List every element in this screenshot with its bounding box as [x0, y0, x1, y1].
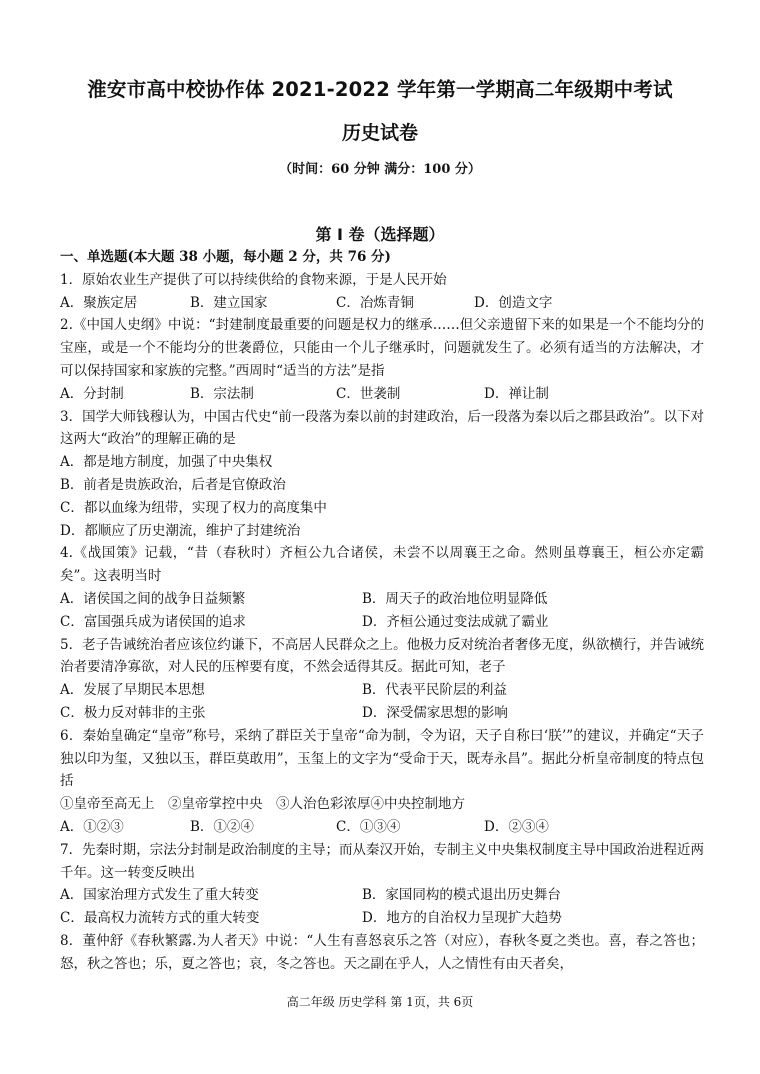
question-options [60, 588, 704, 611]
question-options [60, 611, 704, 634]
option-c: C．富国强兵成为诸侯国的追求 [60, 613, 246, 630]
question-options [60, 383, 704, 406]
question-stem: 3．国学大师钱穆认为，中国古代史“前一段落为秦以前的封建政治，后一段落为秦以后之郡县政治”。以下对这两大“政治”的理解正确的是 [60, 408, 704, 448]
option-b: B．家国同构的模式退出历史舞台 [362, 887, 561, 904]
option-d: D．都顺应了历史潮流，维护了封建统治 [60, 522, 301, 539]
page-footer: 高二年级 历史学科 第 1页，共 6页 [286, 995, 474, 1009]
option-a: A．诸侯国之间的战争日益频繁 [60, 590, 246, 607]
option-d: D．齐桓公通过变法成就了霸业 [362, 613, 549, 630]
option-a: A．都是地方制度，加强了中央集权 [60, 454, 273, 471]
option-d: D．创造文字 [474, 294, 553, 311]
exam-subject: 历史试卷 [341, 122, 418, 144]
question-options [60, 884, 704, 907]
option-a: A．分封制 [60, 385, 124, 402]
option-b: B．宗法制 [190, 385, 254, 402]
question-options [60, 679, 704, 702]
question-stem: 6．秦始皇确定“皇帝”称号，采纳了群臣关于皇帝“命为制，令为诏，天子自称曰‘朕’”的建议，并确定“天子独以印为玺，又独以玉，群臣莫敢用”，玉玺上的文字为“受命于天，既寿永昌”。据此分析皇帝制度的特点包括 [60, 727, 704, 790]
option-c: C．最高权力流转方式的重大转变 [60, 910, 260, 927]
exam-title: 淮安市高中校协作体 2021-2022 学年第一学期高二年级期中考试 [87, 78, 673, 101]
question-options [60, 816, 704, 839]
option-b: B．周天子的政治地位明显降低 [362, 590, 548, 607]
section-heading: 一、单选题(本大题 38 小题，每小题 2 分，共 76 分) [60, 249, 391, 265]
option-d: D．②③④ [484, 818, 549, 835]
question-choices-list: ①皇帝至高无上 ②皇帝掌控中央 ③人治色彩浓厚④中央控制地方 [60, 796, 465, 813]
option-b: B．代表平民阶层的利益 [362, 682, 507, 699]
option-a: A．①②③ [60, 818, 124, 835]
option-d: D．地方的自治权力呈现扩大趋势 [362, 910, 562, 927]
volume-title: 第 I 卷（选择题） [315, 225, 445, 244]
question-list [60, 246, 704, 976]
option-c: C．世袭制 [336, 385, 401, 402]
question-stem: 8．董仲舒《春秋繁露.为人者天》中说：“人生有喜怒哀乐之答（对应），春秋冬夏之类也。喜，春之答也；怒，秋之答也；乐，夏之答也；哀，冬之答也。天之副在乎人，人之情性有由天者矣， [60, 932, 704, 972]
option-c: C．冶炼青铜 [336, 294, 414, 311]
option-c: C．①③④ [336, 818, 401, 835]
question-stem: 1．原始农业生产提供了可以持续供给的食物来源，于是人民开始 [60, 271, 447, 288]
option-a: A．发展了早期民本思想 [60, 682, 205, 699]
option-a: A．聚族定居 [60, 294, 138, 311]
option-b: B．前者是贵族政治，后者是官僚政治 [60, 476, 286, 493]
question-stem: 4.《战国策》记载，“昔（春秋时）齐桓公九合诸侯，未尝不以周襄王之命。然则虽尊襄王，桓公亦定霸矣”。这表明当时 [60, 545, 704, 585]
question-stem: 7．先秦时期，宗法分封制是政治制度的主导；而从秦汉开始，专制主义中央集权制度主导中国政治进程近两千年。这一转变反映出 [60, 841, 704, 881]
exam-meta: （时间：60 分钟 满分：100 分） [279, 162, 481, 177]
option-d: D．禅让制 [484, 385, 549, 402]
option-b: B．①②④ [190, 818, 254, 835]
question-stem: 5．老子告诫统治者应该位约谦下，不高居人民群众之上。他极力反对统治者奢侈无度，纵欲横行，并告诫统治者要清净寡欲，对人民的压榨要有度，不然会适得其反。据此可知，老子 [60, 636, 704, 676]
option-b: B．建立国家 [190, 294, 268, 311]
option-a: A．国家治理方式发生了重大转变 [60, 887, 259, 904]
option-c: C．都以血缘为纽带，实现了权力的高度集中 [60, 499, 327, 516]
option-c: C．极力反对韩非的主张 [60, 704, 206, 721]
option-d: D．深受儒家思想的影响 [362, 704, 508, 721]
question-options [60, 907, 704, 930]
question-stem: 2.《中国人史纲》中说：“封建制度最重要的问题是权力的继承……但父亲遗留下来的如果是一个不能均分的宝座，或是一个不能均分的世袭爵位，只能由一个儿子继承时，问题就发生了。必须有适当的方法解决，才可以保持国家和家族的完整。”西周时“适当的方法”是指 [60, 317, 704, 379]
question-options [60, 702, 704, 725]
question-options [60, 292, 704, 315]
